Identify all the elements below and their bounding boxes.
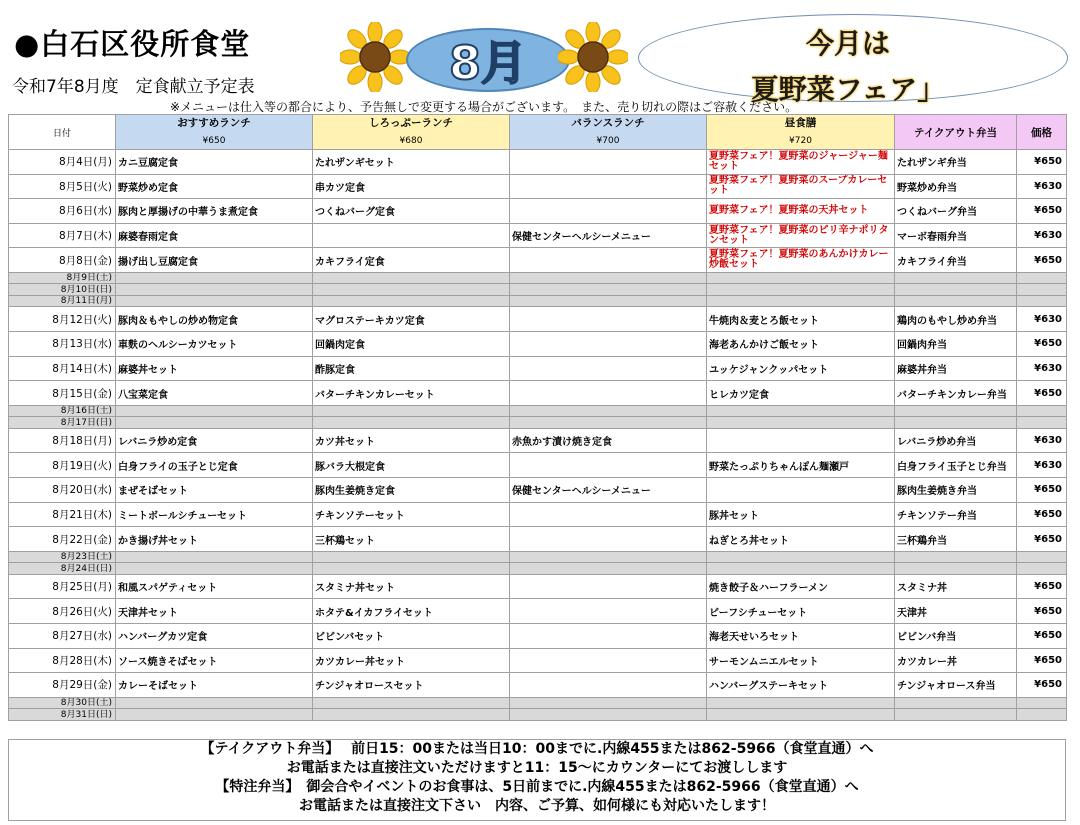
closed-day-row [9, 272, 1067, 284]
date-cell: 8月13日(水) [9, 332, 116, 357]
menu-cell-osusume: 麻婆丼セット [116, 356, 313, 381]
header-takeout: テイクアウト弁当 [895, 115, 1017, 150]
takeout-cell: カツカレー丼 [895, 648, 1017, 673]
takeout-cell: ビビンバ弁当 [895, 624, 1017, 649]
header-osusume-lunch [116, 115, 313, 150]
menu-cell-syrup [313, 405, 510, 417]
menu-cell-osusume: レバニラ炒め定食 [116, 428, 313, 453]
menu-cell-osusume [116, 405, 313, 417]
menu-cell-osusume: 豚肉と厚揚げの中華うま煮定食 [116, 199, 313, 224]
menu-cell-osusume: まぜそばセット [116, 478, 313, 503]
menu-cell-syrup [313, 223, 510, 248]
menu-cell-balance [510, 248, 707, 273]
takeout-cell: スタミナ丼 [895, 574, 1017, 599]
menu-cell-syrup: 串カツ定食 [313, 174, 510, 199]
month-banner [340, 22, 630, 102]
closed-day-row [9, 563, 1067, 575]
header-osusume-label: おすすめランチ [177, 117, 251, 129]
menu-cell-syrup: ビビンバセット [313, 624, 510, 649]
table-row [9, 356, 1067, 381]
table-row [9, 174, 1067, 199]
date-cell: 8月31日(日) [9, 709, 116, 721]
menu-cell-balance [510, 295, 707, 307]
menu-table-body [9, 150, 1067, 721]
price-cell: ¥630 [1017, 428, 1067, 453]
table-row [9, 648, 1067, 673]
sunflower-icon [340, 22, 410, 92]
table-row [9, 527, 1067, 552]
takeout-cell [895, 563, 1017, 575]
menu-cell-chushokuzen: 牛焼肉＆麦とろ飯セット [707, 307, 895, 332]
menu-cell-balance [510, 527, 707, 552]
date-cell: 8月14日(木) [9, 356, 116, 381]
menu-cell-balance [510, 417, 707, 429]
takeout-cell: 麻婆丼弁当 [895, 356, 1017, 381]
menu-cell-chushokuzen: ハンバーグステーキセット [707, 673, 895, 698]
menu-cell-chushokuzen [707, 405, 895, 417]
menu-cell-syrup: 酢豚定食 [313, 356, 510, 381]
footer-takeout-line1: 【テイクアウト弁当】 前日15：00または当日10：00までに.内線455または862-5966（食堂直通）へ [200, 741, 874, 757]
takeout-cell: チキンソテー弁当 [895, 502, 1017, 527]
header-balance-lunch [510, 115, 707, 150]
menu-cell-chushokuzen: 夏野菜フェア！夏野菜のピリ辛ナポリタンセット [707, 223, 895, 248]
menu-cell-osusume [116, 697, 313, 709]
takeout-cell [895, 295, 1017, 307]
closed-day-row [9, 417, 1067, 429]
footer-special-line2: お電話または直接注文下さい 内容、ご予算、如何様にも対応いたします！ [299, 798, 775, 814]
menu-cell-osusume: 白身フライの玉子とじ定食 [116, 453, 313, 478]
menu-cell-syrup [313, 563, 510, 575]
price-cell [1017, 709, 1067, 721]
date-cell: 8月26日(火) [9, 599, 116, 624]
takeout-cell: つくねバーグ弁当 [895, 199, 1017, 224]
takeout-cell: レバニラ炒め弁当 [895, 428, 1017, 453]
date-cell: 8月7日(木) [9, 223, 116, 248]
price-cell: ¥630 [1017, 307, 1067, 332]
menu-cell-syrup: チンジャオロースセット [313, 673, 510, 698]
menu-cell-balance [510, 356, 707, 381]
date-cell: 8月18日(月) [9, 428, 116, 453]
takeout-cell: 回鍋肉弁当 [895, 332, 1017, 357]
date-cell: 8月21日(木) [9, 502, 116, 527]
table-row [9, 624, 1067, 649]
date-cell: 8月20日(水) [9, 478, 116, 503]
closed-day-row [9, 551, 1067, 563]
menu-cell-chushokuzen [707, 428, 895, 453]
table-row [9, 478, 1067, 503]
takeout-cell: カキフライ弁当 [895, 248, 1017, 273]
menu-cell-chushokuzen: ねぎとろ丼セット [707, 527, 895, 552]
takeout-cell: チンジャオロース弁当 [895, 673, 1017, 698]
closed-day-row [9, 405, 1067, 417]
menu-cell-syrup: チキンソテーセット [313, 502, 510, 527]
page-subtitle: 令和7年8月度 定食献立予定表 [12, 77, 255, 97]
fair-banner-line2: 夏野菜フェア」 [750, 73, 946, 106]
menu-cell-chushokuzen: 焼き餃子＆ハーフラーメン [707, 574, 895, 599]
menu-cell-balance [510, 502, 707, 527]
price-cell: ¥630 [1017, 223, 1067, 248]
menu-cell-syrup [313, 295, 510, 307]
date-cell: 8月22日(金) [9, 527, 116, 552]
takeout-cell: 鶏肉のもやし炒め弁当 [895, 307, 1017, 332]
price-cell: ¥650 [1017, 599, 1067, 624]
menu-cell-syrup [313, 284, 510, 296]
price-cell: ¥650 [1017, 381, 1067, 406]
table-row [9, 673, 1067, 698]
date-cell: 8月11日(月) [9, 295, 116, 307]
fair-banner [728, 22, 968, 108]
menu-cell-osusume: 麻婆春雨定食 [116, 223, 313, 248]
menu-cell-osusume [116, 284, 313, 296]
header-balance-price: ¥700 [596, 136, 620, 146]
menu-cell-chushokuzen: 夏野菜フェア！夏野菜のジャージャー麺セット [707, 150, 895, 175]
table-row [9, 307, 1067, 332]
price-cell: ¥650 [1017, 527, 1067, 552]
price-cell: ¥650 [1017, 199, 1067, 224]
price-cell [1017, 295, 1067, 307]
menu-cell-osusume: ソース焼きそばセット [116, 648, 313, 673]
menu-cell-chushokuzen: 野菜たっぷりちゃんぽん麺瀬戸 [707, 453, 895, 478]
table-row [9, 502, 1067, 527]
header-date: 日付 [9, 115, 116, 150]
menu-cell-balance [510, 574, 707, 599]
date-cell: 8月9日(土) [9, 272, 116, 284]
takeout-cell: 天津丼 [895, 599, 1017, 624]
price-cell: ¥650 [1017, 502, 1067, 527]
menu-cell-syrup [313, 551, 510, 563]
closed-day-row [9, 284, 1067, 296]
menu-cell-syrup: マグロステーキカツ定食 [313, 307, 510, 332]
table-row [9, 223, 1067, 248]
closed-day-row [9, 697, 1067, 709]
date-cell: 8月24日(日) [9, 563, 116, 575]
date-cell: 8月19日(火) [9, 453, 116, 478]
menu-cell-chushokuzen: ユッケジャンクッパセット [707, 356, 895, 381]
table-row [9, 381, 1067, 406]
menu-cell-chushokuzen [707, 478, 895, 503]
table-row [9, 150, 1067, 175]
takeout-cell [895, 697, 1017, 709]
menu-cell-balance [510, 405, 707, 417]
menu-cell-osusume: ミートボールシチューセット [116, 502, 313, 527]
menu-cell-syrup [313, 697, 510, 709]
date-cell: 8月17日(日) [9, 417, 116, 429]
takeout-cell [895, 417, 1017, 429]
date-cell: 8月10日(日) [9, 284, 116, 296]
price-cell: ¥650 [1017, 648, 1067, 673]
date-cell: 8月28日(木) [9, 648, 116, 673]
menu-cell-osusume [116, 272, 313, 284]
menu-cell-chushokuzen: 夏野菜フェア！夏野菜のあんかけカレー炒飯セット [707, 248, 895, 273]
menu-cell-chushokuzen [707, 709, 895, 721]
menu-cell-syrup: つくねバーグ定食 [313, 199, 510, 224]
month-label: 8月 [448, 36, 527, 90]
menu-cell-chushokuzen [707, 551, 895, 563]
price-cell: ¥630 [1017, 174, 1067, 199]
takeout-cell: 豚肉生姜焼き弁当 [895, 478, 1017, 503]
price-cell: ¥630 [1017, 453, 1067, 478]
menu-cell-balance: 保健センターヘルシーメニュー [510, 478, 707, 503]
menu-cell-balance: 保健センターヘルシーメニュー [510, 223, 707, 248]
menu-cell-balance [510, 174, 707, 199]
header-chushokuzen-label: 昼食膳 [784, 117, 817, 129]
menu-cell-chushokuzen: 豚丼セット [707, 502, 895, 527]
menu-cell-balance [510, 599, 707, 624]
closed-day-row [9, 295, 1067, 307]
takeout-cell [895, 272, 1017, 284]
price-cell [1017, 284, 1067, 296]
price-cell [1017, 563, 1067, 575]
menu-cell-chushokuzen: サーモンムニエルセット [707, 648, 895, 673]
sunflower-icon [558, 22, 628, 92]
menu-cell-chushokuzen: 海老あんかけご飯セット [707, 332, 895, 357]
takeout-cell [895, 405, 1017, 417]
menu-cell-syrup: ホタテ&イカフライセット [313, 599, 510, 624]
menu-cell-chushokuzen [707, 295, 895, 307]
menu-cell-balance: 赤魚かす漬け焼き定食 [510, 428, 707, 453]
menu-cell-osusume: 和風スパゲティセット [116, 574, 313, 599]
menu-cell-osusume: 天津丼セット [116, 599, 313, 624]
menu-cell-osusume [116, 295, 313, 307]
date-cell: 8月12日(火) [9, 307, 116, 332]
menu-cell-chushokuzen: 海老天せいろセット [707, 624, 895, 649]
menu-cell-balance [510, 332, 707, 357]
price-cell: ¥650 [1017, 673, 1067, 698]
menu-table [8, 114, 1067, 721]
price-cell: ¥650 [1017, 574, 1067, 599]
date-cell: 8月27日(水) [9, 624, 116, 649]
price-cell [1017, 697, 1067, 709]
header-syrup-label: しろっぷーランチ [369, 117, 453, 129]
price-cell [1017, 417, 1067, 429]
menu-cell-balance [510, 551, 707, 563]
menu-cell-osusume [116, 563, 313, 575]
menu-cell-balance [510, 307, 707, 332]
date-cell: 8月6日(水) [9, 199, 116, 224]
price-cell: ¥650 [1017, 478, 1067, 503]
date-cell: 8月29日(金) [9, 673, 116, 698]
takeout-cell [895, 284, 1017, 296]
page-title: ●白石区役所食堂 [14, 27, 251, 61]
header-chushokuzen [707, 115, 895, 150]
header-osusume-price: ¥650 [202, 136, 226, 146]
menu-cell-syrup: カキフライ定食 [313, 248, 510, 273]
menu-cell-chushokuzen: 夏野菜フェア！夏野菜の天丼セット [707, 199, 895, 224]
takeout-cell: 白身フライ玉子とじ弁当 [895, 453, 1017, 478]
header-price: 価格 [1017, 115, 1067, 150]
menu-notice: ※メニューは仕入等の都合により、予告無しで変更する場合がございます。 また、売り切れの際はご容赦ください。 [170, 100, 798, 114]
date-cell: 8月23日(土) [9, 551, 116, 563]
menu-cell-syrup: バターチキンカレーセット [313, 381, 510, 406]
table-row [9, 248, 1067, 273]
takeout-cell [895, 709, 1017, 721]
menu-cell-syrup: カツ丼セット [313, 428, 510, 453]
header-chushokuzen-price: ¥720 [789, 136, 812, 146]
menu-cell-balance [510, 199, 707, 224]
menu-cell-balance [510, 272, 707, 284]
menu-cell-balance [510, 150, 707, 175]
menu-cell-syrup: 回鍋肉定食 [313, 332, 510, 357]
price-cell [1017, 551, 1067, 563]
date-cell: 8月8日(金) [9, 248, 116, 273]
menu-cell-osusume: カニ豆腐定食 [116, 150, 313, 175]
menu-cell-chushokuzen: ヒレカツ定食 [707, 381, 895, 406]
price-cell [1017, 272, 1067, 284]
menu-cell-syrup [313, 709, 510, 721]
takeout-cell: マーボ春雨弁当 [895, 223, 1017, 248]
month-badge [406, 28, 570, 92]
takeout-cell [895, 551, 1017, 563]
menu-cell-osusume [116, 551, 313, 563]
menu-cell-chushokuzen [707, 417, 895, 429]
date-cell: 8月15日(金) [9, 381, 116, 406]
date-cell: 8月5日(火) [9, 174, 116, 199]
date-cell: 8月30日(土) [9, 697, 116, 709]
menu-cell-chushokuzen [707, 697, 895, 709]
price-cell: ¥650 [1017, 624, 1067, 649]
menu-cell-syrup [313, 272, 510, 284]
menu-cell-chushokuzen [707, 272, 895, 284]
menu-cell-osusume [116, 417, 313, 429]
closed-day-row [9, 709, 1067, 721]
price-cell: ¥650 [1017, 150, 1067, 175]
menu-cell-syrup: カツカレー丼セット [313, 648, 510, 673]
takeout-cell: 野菜炒め弁当 [895, 174, 1017, 199]
menu-cell-chushokuzen: 夏野菜フェア！夏野菜のスープカレーセット [707, 174, 895, 199]
menu-cell-syrup: 三杯鶏セット [313, 527, 510, 552]
footer-takeout-line2: お電話または直接注文いただけますと11：15～にカウンターにてお渡しします [286, 760, 788, 776]
date-cell: 8月16日(土) [9, 405, 116, 417]
header-syrup-price: ¥680 [399, 136, 423, 146]
date-cell: 8月25日(月) [9, 574, 116, 599]
table-row [9, 428, 1067, 453]
price-cell: ¥650 [1017, 332, 1067, 357]
menu-cell-balance [510, 624, 707, 649]
table-row [9, 332, 1067, 357]
menu-cell-balance [510, 697, 707, 709]
menu-cell-balance [510, 381, 707, 406]
takeout-cell: 三杯鶏弁当 [895, 527, 1017, 552]
menu-cell-chushokuzen [707, 284, 895, 296]
menu-cell-syrup: 豚バラ大根定食 [313, 453, 510, 478]
price-cell: ¥650 [1017, 248, 1067, 273]
menu-cell-osusume: 野菜炒め定食 [116, 174, 313, 199]
menu-cell-chushokuzen: ビーフシチューセット [707, 599, 895, 624]
menu-cell-balance [510, 563, 707, 575]
menu-cell-osusume: 揚げ出し豆腐定食 [116, 248, 313, 273]
menu-cell-syrup: たれザンギセット [313, 150, 510, 175]
table-row [9, 599, 1067, 624]
price-cell [1017, 405, 1067, 417]
menu-cell-syrup [313, 417, 510, 429]
menu-cell-osusume: 車麩のヘルシーカツセット [116, 332, 313, 357]
order-info-footer [8, 739, 1066, 821]
price-cell: ¥630 [1017, 356, 1067, 381]
footer-special-line1: 【特注弁当】 御会合やイベントのお食事は、5日前までに.内線455または862-5966（食堂直通）へ [215, 779, 859, 795]
menu-cell-balance [510, 284, 707, 296]
menu-cell-osusume: かき揚げ丼セット [116, 527, 313, 552]
table-row [9, 574, 1067, 599]
menu-cell-balance [510, 673, 707, 698]
menu-cell-osusume: ハンバーグカツ定食 [116, 624, 313, 649]
menu-cell-syrup: スタミナ丼セット [313, 574, 510, 599]
fair-banner-line1: 今月は [805, 27, 890, 60]
takeout-cell: バターチキンカレー弁当 [895, 381, 1017, 406]
menu-cell-syrup: 豚肉生姜焼き定食 [313, 478, 510, 503]
table-row [9, 453, 1067, 478]
date-cell: 8月4日(月) [9, 150, 116, 175]
header-syrup-lunch [313, 115, 510, 150]
menu-cell-osusume: 八宝菜定食 [116, 381, 313, 406]
menu-cell-balance [510, 648, 707, 673]
table-header-row [9, 115, 1067, 150]
menu-cell-osusume: 豚肉＆もやしの炒め物定食 [116, 307, 313, 332]
menu-cell-balance [510, 453, 707, 478]
menu-cell-osusume: カレーそばセット [116, 673, 313, 698]
takeout-cell: たれザンギ弁当 [895, 150, 1017, 175]
header-balance-label: バランスランチ [571, 117, 645, 129]
menu-cell-osusume [116, 709, 313, 721]
table-row [9, 199, 1067, 224]
menu-cell-balance [510, 709, 707, 721]
menu-cell-chushokuzen [707, 563, 895, 575]
